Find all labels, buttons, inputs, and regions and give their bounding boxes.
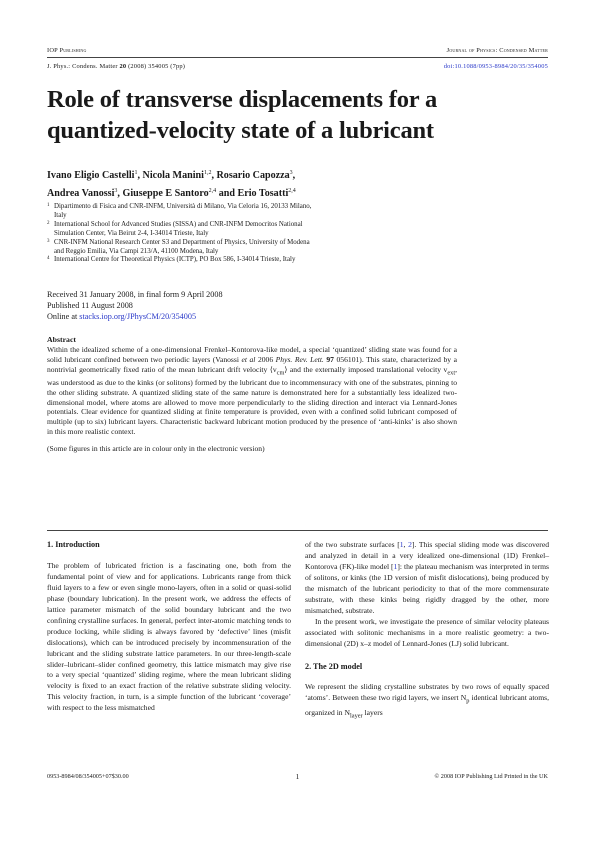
abstract-run: Within the idealized scheme of a one-dimensional Frenkel–Kontorova-like model, a special ‘quantized’ sliding state was found for a solid lubricant confined between two periodic layers (Vanossi <box>47 345 457 364</box>
author-name: Andrea Vanossi <box>47 187 115 199</box>
author-sep: , <box>137 170 143 181</box>
abstract-run: Phys. Rev. Lett. <box>275 355 324 364</box>
author-name: Ivano Eligio Castelli <box>47 170 135 181</box>
affiliation-line: International School for Advanced Studies (SISSA) and CNR-INFM Democritos National <box>54 220 303 228</box>
online-prefix: Online at <box>47 311 80 321</box>
left-column <box>47 540 291 714</box>
text-sub: p <box>466 697 470 705</box>
author-sep: and <box>216 187 238 199</box>
author-sep: , <box>117 187 123 199</box>
abstract-text <box>47 345 457 436</box>
section-rule <box>47 530 548 531</box>
author <box>238 188 296 199</box>
author-name: Erio Tosatti <box>237 187 289 199</box>
abstract-run: 056101). This state, characterized by a nontrivial geometrically fixed ratio of the mean lubricant drift velocity ⟨v <box>47 355 457 374</box>
affiliation-number: 2 <box>47 220 50 226</box>
author-sep: , <box>211 170 217 181</box>
citation-line <box>47 63 548 70</box>
page-number: 1 <box>295 772 300 781</box>
publisher-name: IOP Publishing <box>47 47 87 54</box>
affiliation-line: International Centre for Theoretical Physics (ICTP), PO Box 586, I-34014 Trieste, Italy <box>54 256 296 264</box>
author-affil-sup: 3 <box>114 187 118 194</box>
affiliation-number: 1 <box>47 203 50 208</box>
author <box>47 188 122 199</box>
text-run: We represent the sliding crystalline substrates by two rows of equally spaced ‘atoms’. Between these two rigid layers, we insert N <box>305 682 549 703</box>
text-run: layers <box>362 707 383 717</box>
author-affil-sup: 3 <box>289 170 293 176</box>
affiliation-line: and Reggio Emilia, Via Campi 213/A, 41100 Modena, Italy <box>54 247 219 255</box>
author-affil-sup: 1,2 <box>203 170 212 176</box>
author-list <box>47 166 547 201</box>
author-name: Nicola Manini <box>142 170 204 181</box>
affiliation <box>47 203 377 221</box>
citation-volume: 20 <box>119 63 127 70</box>
publication-dates <box>47 290 223 322</box>
text-run: identical lubricant atoms, organized in N <box>305 693 549 717</box>
right-column <box>305 540 549 722</box>
text-run: of the two substrate surfaces [ <box>305 540 400 549</box>
author-sep: , <box>292 170 296 181</box>
author-affil-sup: 1 <box>134 170 138 176</box>
affiliation-line: Italy <box>54 211 67 219</box>
author <box>217 170 296 181</box>
author <box>47 170 143 181</box>
journal-name: Journal of Physics: Condensed Matter <box>446 47 548 54</box>
intro-paragraph-2: In the present work, we investigate the presence of similar velocity plateaus associated with solitonic mechanisms in a more realistic geometry: a two-dimensional (2D) x–z model of Lennard-Jones (LJ) solid lubricant. <box>305 616 549 648</box>
abstract-heading: Abstract <box>47 335 77 344</box>
intro-heading: 1. Introduction <box>47 540 100 549</box>
online-line <box>47 312 223 323</box>
affiliations <box>47 203 377 265</box>
colour-note: (Some figures in this article are in colour only in the electronic version) <box>47 443 265 453</box>
received-date: Received 31 January 2008, in final form 9 April 2008 <box>47 290 223 299</box>
paper-title: Role of transverse displacements for a quantized-velocity state of a lubricant <box>47 86 437 144</box>
author-name: Giuseppe E Santoro <box>122 187 209 199</box>
affiliation-line: Dipartimento di Fisica and CNR-INFM, Università di Milano, Via Celoria 16, 20133 Milano, <box>54 203 312 210</box>
citation-rest: (2008) 354005 (7pp) <box>126 63 186 70</box>
author-affil-sup: 2,4 <box>208 187 217 194</box>
running-header <box>47 47 548 54</box>
abstract <box>47 335 457 453</box>
affiliation-number: 3 <box>47 238 50 244</box>
reference-link[interactable]: 1 <box>393 561 398 571</box>
page-footer <box>47 773 548 780</box>
header-rule <box>47 57 548 58</box>
text-run: , <box>403 540 409 549</box>
intro-paragraph: The problem of lubricated friction is a fascinating one, both from the fundamental point of view and for applications. Lubricants range from thick fluid layers to a few or even single mono-layers, often in a solid or quasi-solid phase (boundary lubrication). In the present work, we address the effects of lattice parameter mismatch of the solid boundary lubricant and the two confining crystalline surfaces. In general, perfect inter-atomic matching tends to produce locking, while sliding is always favored by ‘defective’ lines (misfit dislocations), which can be introduced precisely by incommensuration of the lubricant and the sliding substrate lattice parameters. In our three-length-scale slider–lubricant–slider confined geometry, this lattice mismatch may give rise to a very special ‘quantized’ sliding regime, where the mean lubricant sliding velocity is fixed to an exact fraction of the relative substrate sliding velocity. This velocity fraction, in turn, is a simple function of the lubricant ‘coverage’ with respect to the less mismatched <box>47 560 291 713</box>
author-affil-sup: 2,4 <box>288 187 296 194</box>
affiliation <box>47 256 377 265</box>
citation-prefix: J. Phys.: Condens. Matter <box>47 63 120 70</box>
abstract-run: et al <box>241 355 256 364</box>
model-heading: 2. The 2D model <box>305 661 363 671</box>
online-link[interactable]: stacks.iop.org/JPhysCM/20/354005 <box>79 311 197 321</box>
abstract-run: 2006 <box>255 355 276 364</box>
author <box>143 170 217 181</box>
reference-link[interactable]: 2 <box>408 540 412 549</box>
abstract-sub: ext <box>447 369 456 377</box>
copyright: © 2008 IOP Publishing Ltd Printed in the UK <box>434 773 548 780</box>
abstract-run: , was understood as due to the kinks (or solitons) formed by the lubricant due to incommensuracy with one of the substrates, pinning to the other sliding substrate. A quantized sliding state of the same nature is demonstrated here for a substantially less idealized two-dimensional model, where atoms are allowed to move more perpendicularly to the sliding direction and interact via Lennard-Jones potentials. Clear evidence for quantized sliding at finite temperature is provided, even with a confined solid lubricant composed of multiple (up to six) lubricant layers. Characteristic backward lubricant motion produced by the presence of ‘anti-kinks’ is also shown in this more realistic context. <box>47 364 457 436</box>
author <box>122 188 237 199</box>
affiliation <box>47 239 377 257</box>
citation <box>47 63 185 70</box>
abstract-run: 97 <box>323 355 334 364</box>
article-code: 0953-8984/08/354005+07$30.00 <box>47 773 129 780</box>
affiliation-line: CNR-INFM National Research Center S3 and Department of Physics, University of Modena <box>54 238 310 246</box>
reference-link[interactable]: 1 <box>399 540 404 549</box>
abstract-sub: cm <box>276 369 285 377</box>
text-run: ]. This special sliding mode was discovered and analyzed in detail in a very idealized one-dimensional (1D) Frenkel–Kontorova (FK)-like model [ <box>305 540 550 571</box>
model-paragraph <box>305 682 549 722</box>
text-run: ]: the plateau mechanism was interpreted in terms of solitons, or kinks (the 1D version of misfit dislocations), being produced by the mismatch of the lubricant periodicity to that of the more commensurate substrate, with these kinks being rigidly dragged by the other, more mismatched, substrate. <box>305 561 549 615</box>
text-sub: layer <box>350 712 363 720</box>
affiliation <box>47 221 377 239</box>
published-date: Published 11 August 2008 <box>47 300 133 310</box>
author-name: Rosario Capozza <box>216 170 290 181</box>
doi-link[interactable]: doi:10.1088/0953-8984/20/35/354005 <box>443 63 548 70</box>
affiliation-number: 4 <box>47 256 50 262</box>
abstract-run: ⟩ and the externally imposed translational velocity v <box>284 364 448 374</box>
affiliation-line: Simulation Center, Via Beirut 2-4, I-34014 Trieste, Italy <box>54 229 209 237</box>
intro-paragraph-cont <box>305 540 549 617</box>
